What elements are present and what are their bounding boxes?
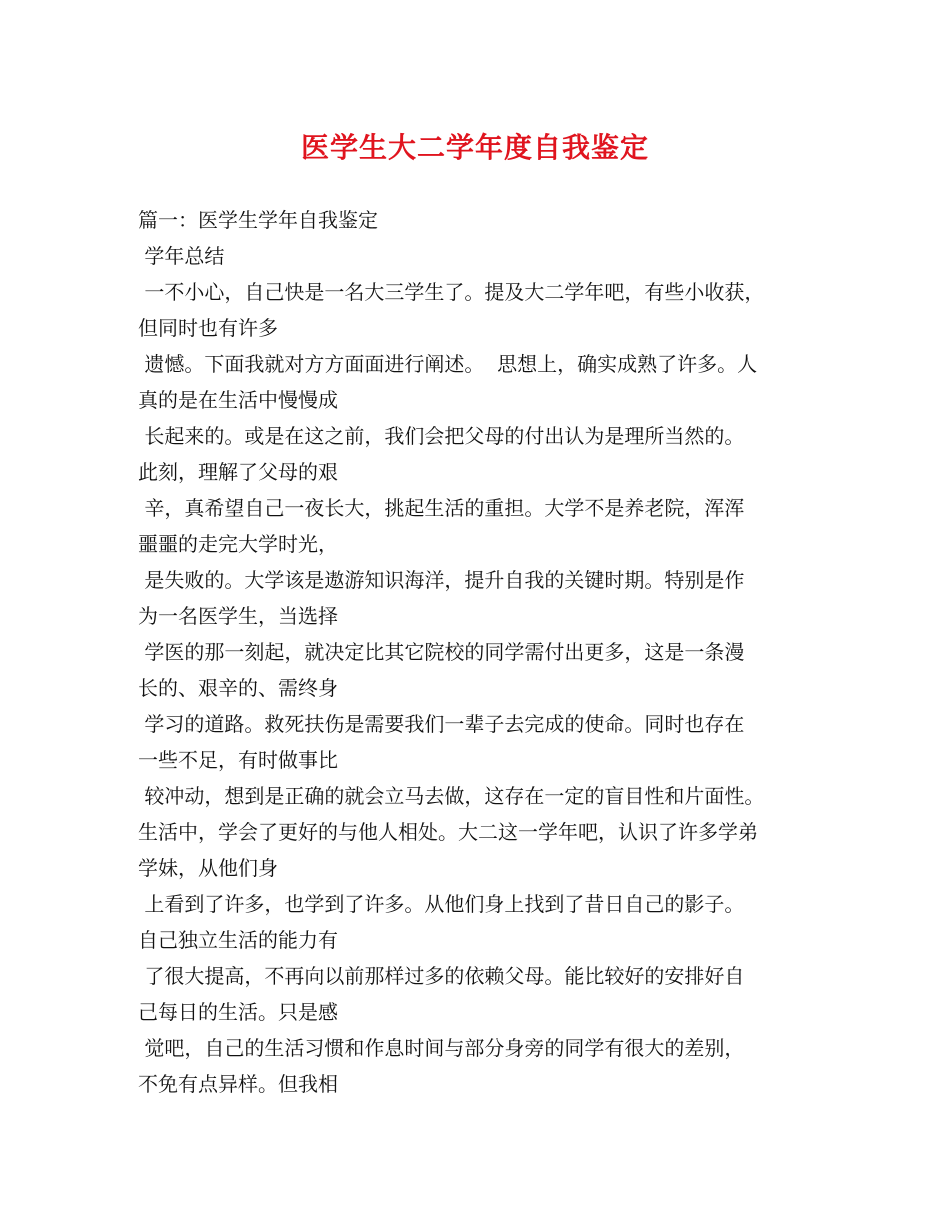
body-text-line: 较冲动，想到是正确的就会立马去做，这存在一定的盲目性和片面性。 (138, 784, 765, 808)
body-text-line: 学妹，从他们身 (138, 856, 278, 880)
body-text-line: 噩噩的走完大学时光， (138, 532, 338, 556)
body-text-line: 长起来的。或是在这之前，我们会把父母的付出认为是理所当然的。 (138, 424, 745, 448)
body-text-line: 学年总结 (138, 244, 225, 268)
body-text-line: 此刻，理解了父母的艰 (138, 460, 338, 484)
body-text-line: 但同时也有许多 (138, 316, 278, 340)
body-text-line: 为一名医学生，当选择 (138, 604, 338, 628)
body-text-line: 上看到了许多，也学到了许多。从他们身上找到了昔日自己的影子。 (138, 892, 745, 916)
body-text-line: 篇一：医学生学年自我鉴定 (138, 208, 378, 232)
body-text-line: 不免有点异样。但我相 (138, 1072, 338, 1096)
body-text-line: 己每日的生活。只是感 (138, 1000, 338, 1024)
body-text-line: 长的、艰辛的、需终身 (138, 676, 338, 700)
body-text-line: 学医的那一刻起，就决定比其它院校的同学需付出更多，这是一条漫 (138, 640, 745, 664)
body-text-line: 了很大提高，不再向以前那样过多的依赖父母。能比较好的安排好自 (138, 964, 745, 988)
body-text-line: 遗憾。下面我就对方方面面进行阐述。 思想上，确实成熟了许多。人 (138, 352, 758, 376)
document-body (138, 202, 828, 1102)
body-text-line: 学习的道路。救死扶伤是需要我们一辈子去完成的使命。同时也存在 (138, 712, 745, 736)
body-text-line: 一不小心，自己快是一名大三学生了。提及大二学年吧，有些小收获， (138, 280, 765, 304)
body-text-line: 觉吧，自己的生活习惯和作息时间与部分身旁的同学有很大的差别， (138, 1036, 745, 1060)
document-title: 医学生大二学年度自我鉴定 (300, 131, 649, 164)
body-text-line: 自己独立生活的能力有 (138, 928, 338, 952)
body-text-line: 生活中，学会了更好的与他人相处。大二这一学年吧，认识了许多学弟 (138, 820, 758, 844)
body-text-line: 辛，真希望自己一夜长大，挑起生活的重担。大学不是养老院，浑浑 (138, 496, 745, 520)
body-text-line: 真的是在生活中慢慢成 (138, 388, 338, 412)
body-text-line: 一些不足，有时做事比 (138, 748, 338, 772)
body-text-line: 是失败的。大学该是遨游知识海洋，提升自我的关键时期。特别是作 (138, 568, 745, 592)
